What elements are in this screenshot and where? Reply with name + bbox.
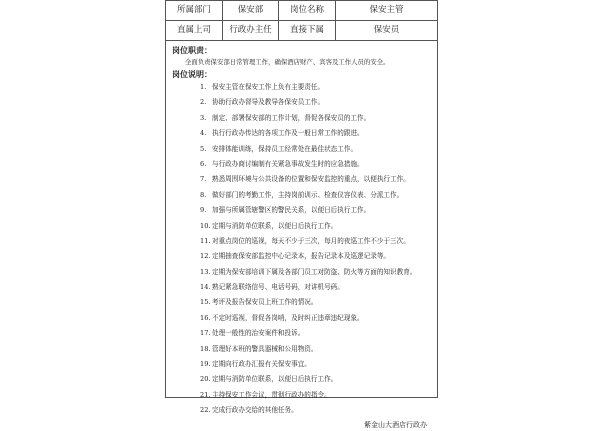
item-number: 15. bbox=[200, 298, 211, 307]
list-item bbox=[172, 126, 431, 141]
list-item bbox=[172, 280, 431, 295]
job-description-document bbox=[165, 0, 438, 429]
list-item bbox=[172, 311, 431, 326]
item-text: 定期与消防单位联系，以便日后执行工作。 bbox=[212, 375, 338, 384]
duties-text: 全面负责保安部日常管理工作，确保酒店财产、宾客及工作人员的安全。 bbox=[185, 58, 390, 66]
dept-label: 所属部门 bbox=[166, 1, 223, 20]
list-item bbox=[172, 157, 431, 172]
item-number: 1. bbox=[200, 83, 207, 91]
item-text: 处理一般性的治安案件和投诉。 bbox=[212, 329, 305, 338]
dept-value: 保安部 bbox=[223, 1, 279, 20]
list-item bbox=[172, 234, 431, 249]
list-item bbox=[172, 357, 431, 372]
item-number: 18. bbox=[200, 344, 211, 353]
list-item bbox=[172, 403, 431, 418]
header-row-1 bbox=[166, 1, 437, 21]
item-text: 考评及报告保安员上班工作的情况。 bbox=[212, 298, 318, 307]
item-number: 21. bbox=[200, 390, 211, 399]
item-number: 12. bbox=[200, 252, 211, 261]
item-text: 做好部门的考勤工作，主持岗前训示、检查仪容仪表、分派工作。 bbox=[212, 190, 404, 199]
item-number: 10. bbox=[200, 221, 211, 230]
list-item bbox=[172, 295, 431, 310]
item-number: 7. bbox=[200, 175, 207, 184]
item-text: 定期为保安部培训下属及各部门员工对防盗、防火等方面的知识教育。 bbox=[212, 267, 417, 276]
item-text: 执行行政办传达的各项工作及一般日常工作的跟进。 bbox=[212, 129, 364, 138]
list-item bbox=[172, 219, 431, 234]
item-number: 19. bbox=[200, 360, 211, 369]
item-text: 不定时巡视，督促各岗哨，及时纠正违章违纪现象。 bbox=[212, 313, 364, 322]
list-item bbox=[172, 249, 431, 264]
item-text: 制定、部署保安部的工作计划，督促各保安员的工作。 bbox=[212, 113, 371, 122]
item-text: 定期与消防单位联系，以便日后执行工作。 bbox=[212, 221, 338, 230]
item-text: 定期向行政办汇报有关保安事宜。 bbox=[212, 360, 311, 369]
item-text: 完成行政办交给的其他任务。 bbox=[212, 406, 298, 415]
item-text: 安排体能训练，保持员工经常处在最佳状态工作。 bbox=[212, 144, 358, 153]
item-text: 主持保安工作会议，贯彻行政办的指令。 bbox=[212, 390, 331, 399]
position-value: 保安主管 bbox=[369, 5, 404, 15]
item-number: 6. bbox=[200, 159, 207, 168]
item-number: 5. bbox=[200, 144, 207, 153]
item-number: 11. bbox=[200, 236, 211, 245]
list-item bbox=[172, 95, 431, 110]
supervisor-value: 行政办主任 bbox=[223, 21, 279, 40]
item-number: 22. bbox=[200, 406, 211, 415]
list-item bbox=[172, 142, 431, 157]
item-number: 14. bbox=[200, 283, 211, 292]
item-number: 3. bbox=[200, 113, 207, 122]
list-item bbox=[172, 172, 431, 187]
position-label: 岗位名称 bbox=[279, 1, 336, 20]
header-row-2 bbox=[166, 21, 437, 41]
item-text: 管理好本班的警具器械和公用物资。 bbox=[212, 344, 318, 353]
item-text: 加强与所属管辖警区的警民关系，以便日后执行工作。 bbox=[212, 206, 371, 215]
list-item bbox=[172, 80, 431, 95]
item-number: 9. bbox=[200, 206, 207, 215]
list-item bbox=[172, 265, 431, 280]
item-text: 对重点岗位的巡视，每天不少于三次，每月的夜巡工作不少于三次。 bbox=[212, 236, 410, 245]
list-item bbox=[172, 111, 431, 126]
list-item bbox=[172, 372, 431, 387]
item-text: 保安主管在保安工作上负有主要责任。 bbox=[212, 83, 325, 91]
item-number: 20. bbox=[200, 375, 211, 384]
item-number: 17. bbox=[200, 329, 211, 338]
item-number: 16. bbox=[200, 313, 211, 322]
list-item bbox=[172, 342, 431, 357]
item-number: 2. bbox=[200, 98, 207, 107]
list-item bbox=[172, 188, 431, 203]
supervisor-label: 直属上司 bbox=[166, 21, 223, 40]
item-text: 定期抽查保安部监控中心记录本，报告记录本及巡逻记录等。 bbox=[212, 252, 391, 261]
item-number: 13. bbox=[200, 267, 211, 276]
item-text: 熟悉周围环境与公共设备的位置和保安监控的重点，以便执行工作。 bbox=[212, 175, 410, 184]
description-title: 岗位说明： bbox=[172, 69, 212, 79]
subordinate-value: 保安员 bbox=[373, 25, 400, 35]
duties-title: 岗位职责： bbox=[172, 45, 212, 55]
description-list bbox=[172, 80, 431, 419]
subordinate-label: 直接下属 bbox=[279, 21, 336, 40]
item-text: 熟记紧急联络信号、电话号码，对讲机号码。 bbox=[212, 283, 344, 292]
item-number: 8. bbox=[200, 190, 207, 199]
list-item bbox=[172, 203, 431, 218]
item-number: 4. bbox=[200, 129, 207, 138]
list-item bbox=[172, 388, 431, 403]
footer-signature: 紫金山大酒店行政办 bbox=[364, 420, 427, 429]
list-item bbox=[172, 326, 431, 341]
item-text: 协助行政办督导及教导各保安员工作。 bbox=[212, 98, 325, 107]
document-body bbox=[166, 41, 437, 431]
item-text: 与行政办商讨编制有关紧急事故发生时的应急措施。 bbox=[212, 159, 364, 168]
